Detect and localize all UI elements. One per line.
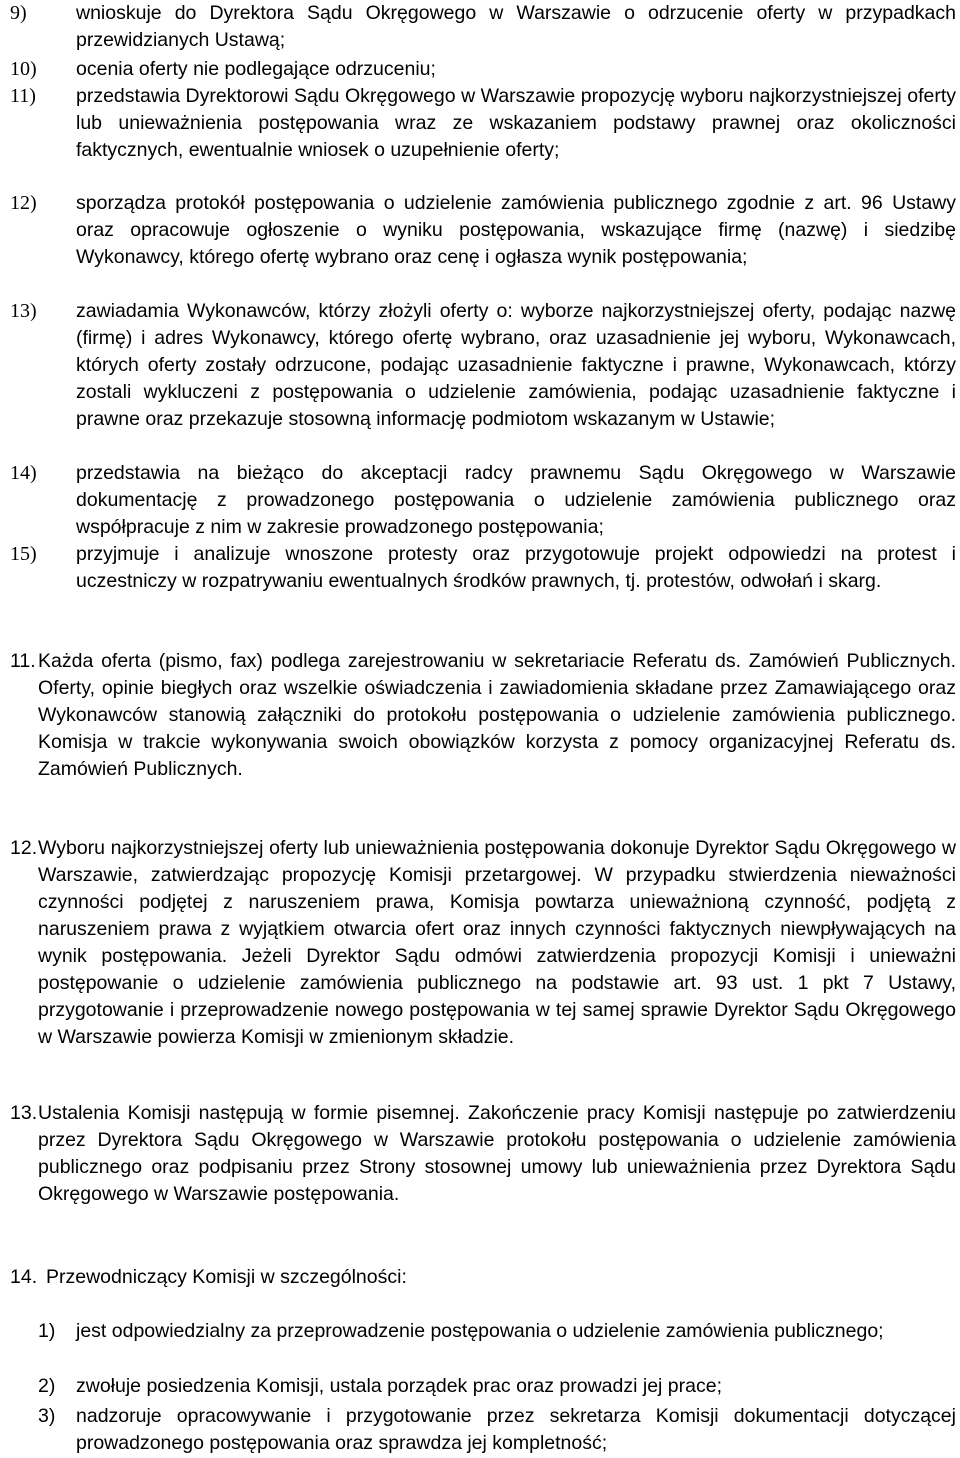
list-item: [38, 1403, 956, 1457]
item-text: Wyboru najkorzystniejszej oferty lub unieważnienia postępowania dokonuje Dyrektor Sądu Okręgowego w Warszawie, zatwierdzając propozycję Komisji przetargowej. W przypadku stwierdzenia nieważności czynności podjętej z naruszeniem prawa, Komisja powtarza unieważnioną czynność, podjętą z naruszeniem prawa z wyjątkiem otwarcia ofert oraz innych czynności faktycznych niewpływających na wynik postępowania. Jeżeli Dyrektor Sądu odmówi zatwierdzenia propozycji Komisji i unieważni postępowanie o udzielenie zamówienia publicznego na podstawie art. 93 ust. 1 pkt 7 Ustawy, przygotowanie i przeprowadzenie nowego postępowania w tej samej sprawie Dyrektor Sądu Okręgowego w Warszawie powierza Komisji w zmienionym składzie.: [38, 837, 956, 1048]
item-number: 1): [38, 1320, 56, 1342]
item-number: 14.: [10, 1266, 38, 1288]
item-number: 14): [10, 462, 37, 484]
item-text: wnioskuje do Dyrektora Sądu Okręgowego w Warszawie o odrzucenie oferty w przypadkach przewidzianych Ustawą;: [76, 2, 956, 51]
item-number: 9): [10, 2, 27, 24]
list-item: [10, 298, 956, 433]
item-number: 2): [38, 1375, 56, 1397]
list-item: [38, 1373, 956, 1400]
item-number: 10): [10, 58, 37, 80]
item-number: 13.: [10, 1102, 38, 1124]
item-text: zawiadamia Wykonawców, którzy złożyli oferty o: wyborze najkorzystniejszej oferty, podając nazwę (firmę) i adres Wykonawcy, którego ofertę wybrano, oraz uzasadnienie jej wyboru, Wykonawcach, których oferty zostały odrzucone, podając uzasadnienie faktyczne i prawne, Wykonawcach, którzy zostali wykluczeni z postępowania o udzielenie zamówienia, podając uzasadnienie faktyczne i prawne oraz przekazuje stosowną informację podmiotom wskazanym w Ustawie;: [76, 300, 956, 430]
paragraph-11: [10, 648, 956, 783]
item-text: Przewodniczący Komisji w szczególności:: [46, 1266, 407, 1288]
paragraph-12: [10, 835, 956, 1051]
item-text: przedstawia Dyrektorowi Sądu Okręgowego w Warszawie propozycję wyboru najkorzystniejszej oferty lub unieważnienia postępowania wraz ze wskazaniem podstawy prawnej oraz okoliczności faktycznych, ewentualnie wniosek o uzupełnienie oferty;: [76, 85, 956, 161]
item-number: 12): [10, 192, 37, 214]
item-text: zwołuje posiedzenia Komisji, ustala porządek prac oraz prowadzi jej prace;: [76, 1375, 722, 1397]
item-number: 15): [10, 543, 37, 565]
item-number: 11): [10, 85, 36, 107]
paragraph-13: [10, 1100, 956, 1208]
item-number: 11.: [10, 650, 36, 672]
item-text: sporządza protokół postępowania o udzielenie zamówienia publicznego zgodnie z art. 96 Ustawy oraz opracowuje ogłoszenie o wyniku postępowania, wskazujące firmę (nazwę) i siedzibę Wykonawcy, którego ofertę wybrano oraz cenę i ogłasza wynik postępowania;: [76, 192, 956, 268]
list-item: [10, 83, 956, 164]
list-item: [10, 190, 956, 271]
item-text: jest odpowiedzialny za przeprowadzenie postępowania o udzielenie zamówienia publicznego;: [76, 1320, 884, 1342]
list-item: [10, 56, 956, 83]
list-item: [10, 460, 956, 541]
list-item: [10, 541, 956, 595]
paragraph-14: [10, 1264, 956, 1291]
item-number: 3): [38, 1405, 56, 1427]
list-item: [38, 1318, 956, 1345]
list-item: [10, 0, 956, 54]
item-text: przedstawia na bieżąco do akceptacji radcy prawnemu Sądu Okręgowego w Warszawie dokumentację z prowadzonego postępowania o udzielenie zamówienia publicznego oraz współpracuje z nim w zakresie prowadzonego postępowania;: [76, 462, 956, 538]
item-text: Ustalenia Komisji następują w formie pisemnej. Zakończenie pracy Komisji następuje po zatwierdzeniu przez Dyrektora Sądu Okręgowego w Warszawie protokołu postępowania o udzielenie zamówienia publicznego oraz podpisaniu przez Strony stosownej umowy lub unieważnienia przez Dyrektora Sądu Okręgowego w Warszawie postępowania.: [38, 1102, 956, 1205]
item-text: ocenia oferty nie podlegające odrzuceniu;: [76, 58, 436, 80]
item-number: 12.: [10, 837, 38, 859]
item-text: nadzoruje opracowywanie i przygotowanie przez sekretarza Komisji dokumentacji dotyczącej prowadzonego postępowania oraz sprawdza jej kompletność;: [76, 1405, 956, 1454]
item-text: Każda oferta (pismo, fax) podlega zarejestrowaniu w sekretariacie Referatu ds. Zamówień Publicznych. Oferty, opinie biegłych oraz wszelkie oświadczenia i zawiadomienia składane przez Zamawiającego oraz Wykonawców stanowią załączniki do protokołu postępowania o udzielenie zamówienia publicznego. Komisja w trakcie wykonywania swoich obowiązków korzysta z pomocy organizacyjnej Referatu ds. Zamówień Publicznych.: [38, 650, 956, 780]
item-text: przyjmuje i analizuje wnoszone protesty oraz przygotowuje projekt odpowiedzi na protest i uczestniczy w rozpatrywaniu ewentualnych środków prawnych, tj. protestów, odwołań i skarg.: [76, 543, 956, 592]
item-number: 13): [10, 300, 37, 322]
